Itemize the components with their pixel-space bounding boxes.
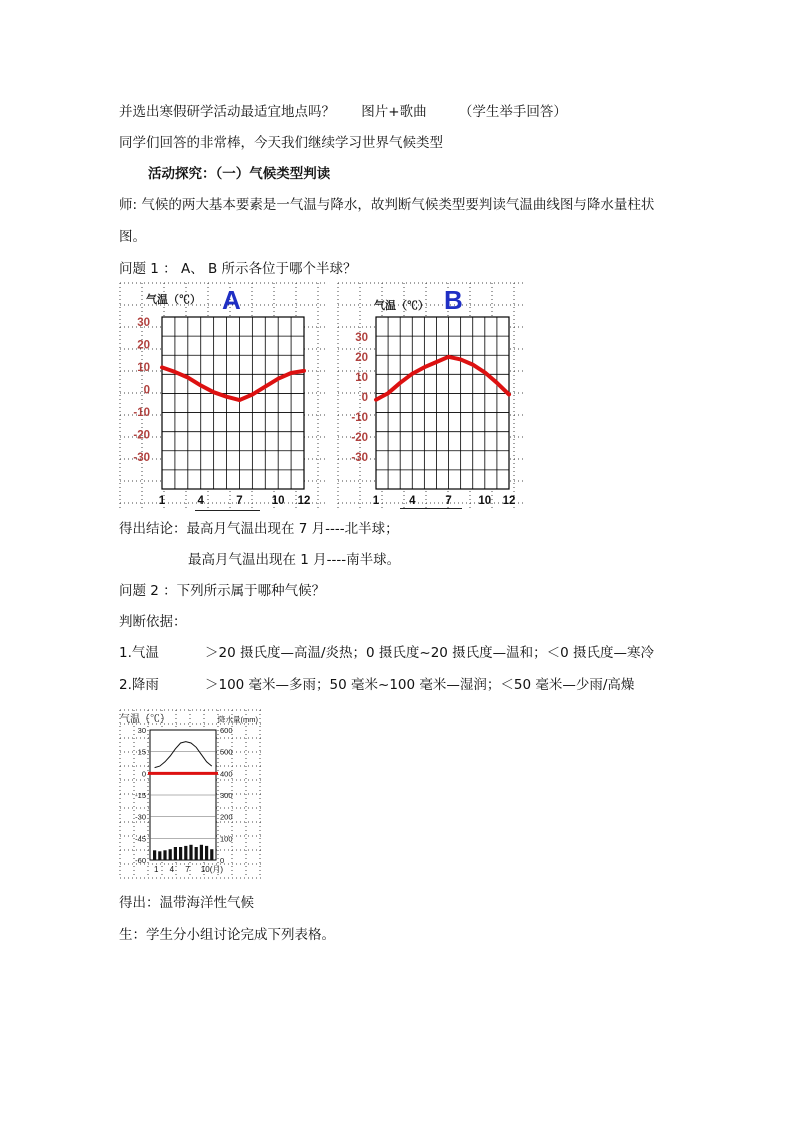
basis-temperature-text: ＞20 摄氏度—高温/炎热；0 摄氏度~20 摄氏度—温和；＜0 摄氏度—寒冷 [205,645,655,661]
chart-b [336,281,526,511]
x-tick-label: 1 [158,495,166,507]
precipitation-bar [153,850,156,860]
y-tick-label: -30 [135,812,146,822]
precipitation-bar [200,845,203,860]
y-axis-label: 气温（℃） [120,714,170,725]
y2-tick-label: 300 [220,791,233,800]
conclusion-2: 最高月气温出现在 1 月----南半球。 [188,552,401,568]
precipitation-bar [205,846,208,860]
x-tick-label: 7 [445,495,452,507]
y-tick-label: -10 [351,412,368,424]
underline-b [400,508,462,509]
x-tick-label: 10(月) [200,865,224,874]
x-tick-label: 4 [197,495,204,507]
x-tick-label: 12 [502,495,516,507]
precipitation-bar [179,847,182,860]
plot-frame [376,317,509,489]
y-axis-label: 气温（℃） [146,294,201,306]
precipitation-bar [184,846,187,860]
intro-media: 图片+歌曲 [361,104,427,120]
basis-rainfall-label: 2.降雨 [119,677,159,693]
intro-note: （学生举手回答） [458,104,567,120]
y-tick-label: 30 [137,726,146,735]
basis-rainfall-text: ＞100 毫米—多雨；50 毫米~100 毫米—湿润；＜50 毫米—少雨/高燥 [205,677,635,693]
basis-heading: 判断依据： [119,614,187,630]
precipitation-bar [174,847,177,860]
y-tick-label: 0 [361,392,368,404]
precipitation-bar [158,851,161,860]
y-axis-label: 气温（℃） [374,300,429,312]
y-tick-label: -60 [135,856,146,865]
plot-frame [162,317,304,489]
student-line: 生：学生分小组讨论完成下列表格。 [119,927,335,943]
y-tick-label: -45 [135,834,146,844]
praise-line: 同学们回答的非常棒，今天我们继续学习世界气候类型 [119,135,443,151]
y-tick-label: -20 [133,429,150,442]
x-tick-label: 10 [478,495,492,507]
y-tick-label: 0 [143,384,150,397]
teacher-line-cont: 图。 [119,229,146,245]
y-tick-label: 10 [137,362,150,374]
question-2: 问题 2 ：下列所示属于哪种气候？ [119,583,326,599]
intro-line [119,102,567,122]
y2-tick-label: 400 [220,769,233,779]
teacher-line: 师: 气候的两大基本要素是一气温与降水，故判断气候类型要判读气温曲线图与降水量柱状 [119,197,655,213]
x-tick-label: 4 [169,865,175,874]
y2-tick-label: 200 [220,812,233,822]
x-tick-label: 10 [271,495,285,507]
y-tick-label: 20 [137,339,150,352]
y-tick-label: 30 [137,317,150,329]
conclusion-1: 得出结论：最高月气温出现在 7 月----北半球； [119,521,399,537]
x-tick-label: 7 [236,495,243,507]
y-tick-label: -30 [133,452,150,464]
underline-a [195,510,260,511]
basis-temperature [119,643,654,663]
precipitation-bar [195,847,198,860]
basis-temperature-label: 1.气温 [119,645,159,661]
y2-tick-label: 600 [220,726,233,735]
chart-letter: B [444,285,463,315]
precipitation-bar [163,850,166,860]
section-heading: 活动探究：（一）气候类型判读 [148,166,331,182]
y2-tick-label: 100 [220,834,233,844]
chart-a [118,281,328,511]
chart-letter: A [222,285,241,315]
y2-tick-label: 0 [220,856,225,865]
y-tick-label: -30 [351,452,368,464]
question-1: 问题 1 ： A、 B 所示各位于哪个半球？ [119,261,357,277]
x-tick-label: 1 [372,495,380,507]
y2-axis-label: 降水量(mm) [218,715,258,724]
precipitation-bar [210,849,213,860]
precipitation-bar [189,845,192,860]
basis-rainfall [119,675,634,695]
climate-chart [118,708,263,880]
result-line: 得出：温带海洋性气候 [119,895,254,911]
intro-question: 并选出寒假研学活动最适宜地点吗？ [119,104,335,120]
y-tick-label: 10 [355,372,368,384]
y2-tick-label: 500 [220,747,233,757]
y-tick-label: 0 [141,769,146,779]
x-tick-label: 1 [154,865,159,874]
x-tick-label: 4 [409,495,416,507]
x-tick-label: 7 [185,865,190,874]
x-tick-label: 12 [297,495,311,507]
y-tick-label: -20 [351,432,368,444]
y-tick-label: -10 [133,407,150,419]
y-tick-label: 30 [355,332,368,344]
y-tick-label: 15 [137,747,146,757]
y-tick-label: -15 [135,791,146,800]
precipitation-bar [169,849,172,860]
y-tick-label: 20 [355,352,368,364]
